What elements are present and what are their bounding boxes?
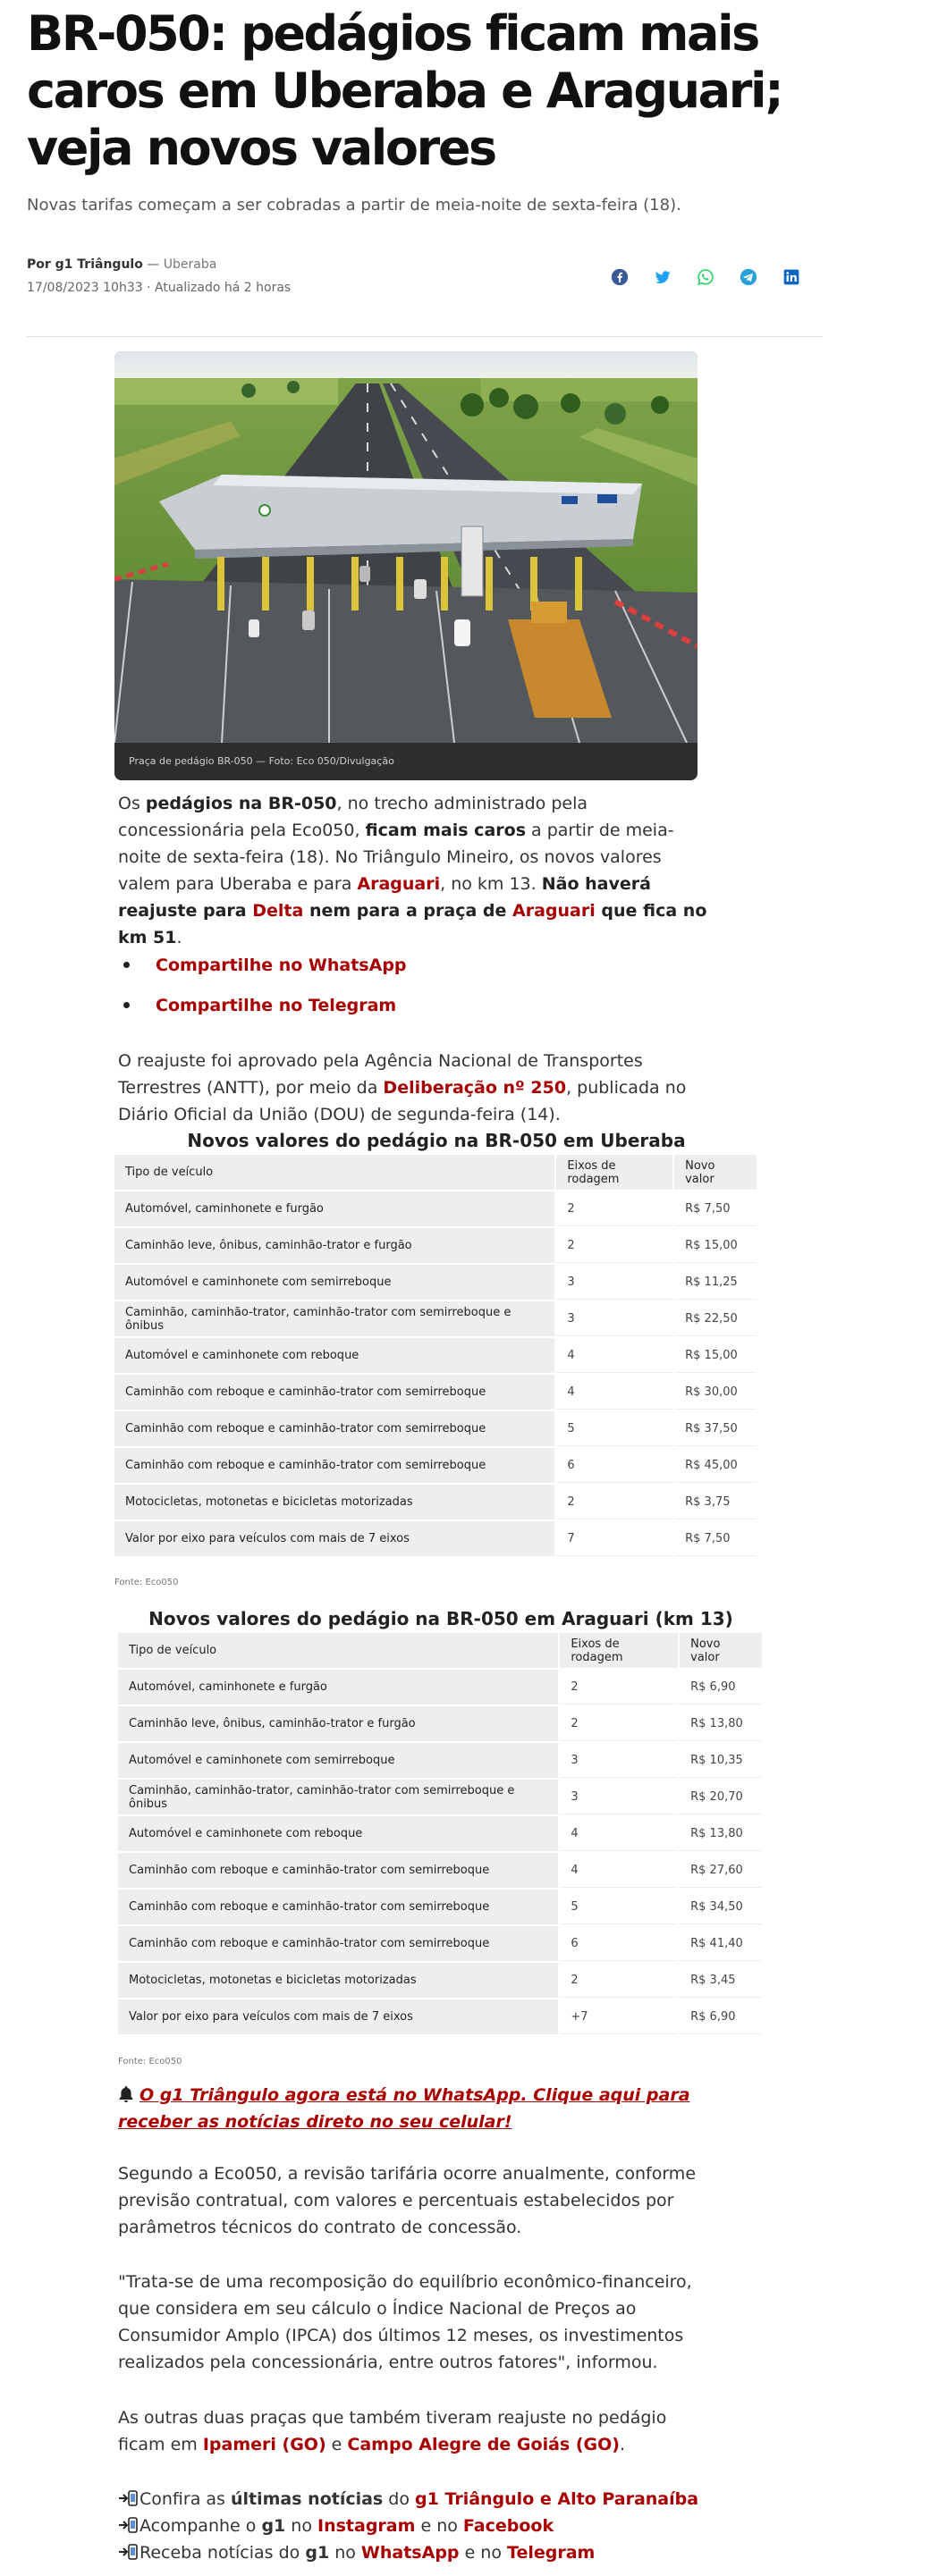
axles-cell: 3 (560, 1780, 678, 1814)
vehicle-type-cell: Caminhão leve, ônibus, caminhão-trator e furgão (114, 1228, 554, 1263)
dateline: 17/08/2023 10h33 · Atualizado há 2 horas (27, 281, 292, 295)
vehicle-type-cell: Automóvel e caminhonete com semirreboque (114, 1265, 554, 1300)
link-facebook[interactable]: Facebook (462, 2516, 554, 2536)
table-araguari-source: Fonte: Eco050 (118, 2057, 182, 2067)
price-cell: R$ 27,60 (680, 1853, 762, 1888)
table-header-cell: Tipo de veículo (118, 1633, 558, 1668)
arrow-phone-icon (118, 2544, 138, 2560)
whatsapp-icon (697, 268, 714, 286)
table-row (118, 1926, 762, 1961)
vehicle-type-cell: Caminhão com reboque e caminhão-trator com semirreboque (118, 1890, 558, 1924)
vehicle-type-cell: Motocicletas, motonetas e bicicletas motorizadas (118, 1963, 558, 1998)
axles-cell: 2 (556, 1228, 672, 1263)
link-whatsapp[interactable]: WhatsApp (360, 2543, 460, 2563)
table-uberaba (113, 1153, 758, 1558)
table-header-cell: Eixos de rodagem (556, 1155, 672, 1190)
price-cell: R$ 15,00 (674, 1228, 757, 1263)
table-row (114, 1375, 757, 1410)
price-cell: R$ 7,50 (674, 1521, 757, 1556)
vehicle-type-cell: Caminhão com reboque e caminhão-trator com semirreboque (114, 1411, 554, 1446)
table-araguari-body (118, 1633, 762, 2034)
price-cell: R$ 6,90 (680, 1670, 762, 1705)
vehicle-type-cell: Caminhão com reboque e caminhão-trator com semirreboque (114, 1375, 554, 1410)
table-header-cell: Novo valor (674, 1155, 757, 1190)
vehicle-type-cell: Caminhão com reboque e caminhão-trator com semirreboque (114, 1448, 554, 1483)
axles-cell: 3 (560, 1743, 678, 1778)
byline-place: Uberaba (163, 257, 217, 272)
axles-cell: 2 (560, 1963, 678, 1998)
price-cell: R$ 13,80 (680, 1816, 762, 1851)
table-row (118, 1780, 762, 1814)
axles-cell: 2 (556, 1485, 672, 1520)
axles-cell: 6 (556, 1448, 672, 1483)
link-deliberacao-250[interactable]: Deliberação nº 250 (383, 1078, 567, 1098)
price-cell: R$ 6,90 (680, 1999, 762, 2034)
linkedin-icon (782, 268, 800, 286)
share-whatsapp-link[interactable]: Compartilhe no WhatsApp (156, 955, 407, 975)
bell-icon (118, 2085, 134, 2103)
vehicle-type-cell: Automóvel e caminhonete com reboque (114, 1338, 554, 1373)
link-ipameri[interactable]: Ipameri (GO) (202, 2435, 326, 2454)
table-row (114, 1485, 757, 1520)
table-header-cell: Novo valor (680, 1633, 762, 1668)
table-row (118, 1999, 762, 2034)
paragraph-intro: Os pedágios na BR-050, no trecho administrado pela concessionária pela Eco050, ficam mais caros a partir de meia-noite de sexta-feira (18). No Triângulo Mineiro, os novos valores valem para Uberaba e para Araguari, no km 13. Não haverá reajuste para Delta nem para a praça de Araguari que fica no km 51. (118, 794, 707, 947)
axles-cell: 4 (560, 1816, 678, 1851)
vehicle-type-cell: Caminhão leve, ônibus, caminhão-trator e furgão (118, 1706, 558, 1741)
axles-cell: 3 (556, 1265, 672, 1300)
toll-plaza-image (114, 351, 698, 743)
toll-plaza-photo[interactable] (114, 351, 698, 780)
arrow-phone-icon (118, 2517, 138, 2533)
share-whatsapp-button[interactable] (695, 266, 716, 288)
paragraph-revisao: Segundo a Eco050, a revisão tarifária ocorre anualmente, conforme previsão contratual, com valores e percentuais estabelecidos por parâmetros técnicos do contrato de concessão. (118, 2164, 697, 2237)
table-row (114, 1411, 757, 1446)
vehicle-type-cell: Automóvel e caminhonete com semirreboque (118, 1743, 558, 1778)
table-row (118, 1890, 762, 1924)
price-cell: R$ 45,00 (674, 1448, 757, 1483)
axles-cell: +7 (560, 1999, 678, 2034)
more-messaging: Receba notícias do g1 no WhatsApp e no Telegram (118, 2539, 595, 2566)
table-araguari-title: Novos valores do pedágio na BR-050 em Araguari (km 13) (148, 1608, 733, 1629)
link-telegram[interactable]: Telegram (507, 2543, 596, 2563)
vehicle-type-cell: Caminhão, caminhão-trator, caminhão-trator com semirreboque e ônibus (118, 1780, 558, 1814)
table-row (114, 1228, 757, 1263)
axles-cell: 6 (560, 1926, 678, 1961)
table-row (118, 1706, 762, 1741)
table-uberaba-source: Fonte: Eco050 (114, 1578, 179, 1587)
byline-author[interactable]: Por g1 Triângulo (27, 257, 143, 272)
table-header-row (114, 1155, 757, 1190)
price-cell: R$ 3,75 (674, 1485, 757, 1520)
table-uberaba-title: Novos valores do pedágio na BR-050 em Uberaba (187, 1130, 686, 1151)
axles-cell: 4 (556, 1338, 672, 1373)
header-divider (27, 336, 823, 337)
price-cell: R$ 13,80 (680, 1706, 762, 1741)
vehicle-type-cell: Automóvel, caminhonete e furgão (114, 1191, 554, 1226)
table-header-row (118, 1633, 762, 1668)
price-cell: R$ 11,25 (674, 1265, 757, 1300)
vehicle-type-cell: Automóvel, caminhonete e furgão (118, 1670, 558, 1705)
twitter-icon (654, 268, 672, 286)
vehicle-type-cell: Valor por eixo para veículos com mais de 7 eixos (114, 1521, 554, 1556)
axles-cell: 4 (556, 1375, 672, 1410)
link-campo-alegre[interactable]: Campo Alegre de Goiás (GO) (347, 2435, 620, 2454)
table-uberaba-body (114, 1155, 757, 1556)
more-social: Acompanhe o g1 no Instagram e no Facebook (118, 2513, 554, 2539)
photo-caption: Praça de pedágio BR-050 — Foto: Eco 050/Divulgação (114, 743, 698, 780)
price-cell: R$ 20,70 (680, 1780, 762, 1814)
axles-cell: 5 (560, 1890, 678, 1924)
link-araguari[interactable]: Araguari (357, 874, 441, 894)
price-cell: R$ 37,50 (674, 1411, 757, 1446)
table-row (118, 1853, 762, 1888)
vehicle-type-cell: Motocicletas, motonetas e bicicletas motorizadas (114, 1485, 554, 1520)
table-row (114, 1338, 757, 1373)
paragraph-quote: "Trata-se de uma recomposição do equilíbrio econômico-financeiro, que considera em seu cálculo o Índice Nacional de Preços ao Consumidor Amplo (IPCA) dos últimos 12 meses, os investimentos realizados pela concessionária, entre outros fatores", informou. (118, 2272, 692, 2372)
table-row (118, 1816, 762, 1851)
more-latest-news: Confira as últimas notícias do g1 Triângulo e Alto Paranaíba (118, 2486, 698, 2513)
bullet-dot (123, 1002, 130, 1008)
vehicle-type-cell: Automóvel e caminhonete com reboque (118, 1816, 558, 1851)
price-cell: R$ 34,50 (680, 1890, 762, 1924)
table-row (114, 1265, 757, 1300)
price-cell: R$ 30,00 (674, 1375, 757, 1410)
link-araguari-km51[interactable]: Araguari (512, 901, 596, 921)
table-row (118, 1963, 762, 1998)
axles-cell: 2 (560, 1670, 678, 1705)
table-header-cell: Eixos de rodagem (560, 1633, 678, 1668)
paragraph-outras-pracas: As outras duas praças que também tiveram reajuste no pedágio ficam em Ipameri (GO) e Campo Alegre de Goiás (GO). (118, 2408, 667, 2454)
price-cell: R$ 10,35 (680, 1743, 762, 1778)
axles-cell: 2 (556, 1191, 672, 1226)
table-row (114, 1448, 757, 1483)
facebook-icon (611, 268, 629, 286)
table-row (114, 1521, 757, 1556)
axles-cell: 4 (560, 1853, 678, 1888)
price-cell: R$ 15,00 (674, 1338, 757, 1373)
telegram-icon (740, 268, 757, 286)
table-row (114, 1191, 757, 1226)
share-facebook-button[interactable] (609, 266, 630, 288)
axles-cell: 3 (556, 1301, 672, 1336)
whatsapp-promo-link[interactable]: O g1 Triângulo agora está no WhatsApp. Clique aqui para receber as notícias direto no seu celular! (118, 2085, 690, 2132)
table-row (118, 1670, 762, 1705)
link-instagram[interactable]: Instagram (317, 2516, 416, 2536)
byline (27, 256, 216, 274)
price-cell: R$ 7,50 (674, 1191, 757, 1226)
share-twitter-button[interactable] (652, 266, 673, 288)
subtitle: Novas tarifas começam a ser cobradas a partir de meia-noite de sexta-feira (18). (27, 196, 681, 215)
headline: BR-050: pedágios ficam mais caros em Uberaba e Araguari; veja novos valores (27, 5, 782, 176)
link-g1-triangulo[interactable]: g1 Triângulo e Alto Paranaíba (415, 2489, 699, 2509)
table-row (114, 1301, 757, 1336)
share-telegram-button[interactable] (738, 266, 759, 288)
price-cell: R$ 41,40 (680, 1926, 762, 1961)
vehicle-type-cell: Caminhão com reboque e caminhão-trator com semirreboque (118, 1853, 558, 1888)
bullet-dot (123, 962, 130, 968)
vehicle-type-cell: Valor por eixo para veículos com mais de 7 eixos (118, 1999, 558, 2034)
paragraph-antt: O reajuste foi aprovado pela Agência Nacional de Transportes Terrestres (ANTT), por meio da Deliberação nº 250, publicada no Diário Oficial da União (DOU) de segunda-feira (14). (118, 1051, 687, 1124)
price-cell: R$ 22,50 (674, 1301, 757, 1336)
table-header-cell: Tipo de veículo (114, 1155, 554, 1190)
arrow-phone-icon (118, 2490, 138, 2506)
vehicle-type-cell: Caminhão, caminhão-trator, caminhão-trator com semirreboque e ônibus (114, 1301, 554, 1336)
price-cell: R$ 3,45 (680, 1963, 762, 1998)
table-araguari (116, 1631, 764, 2036)
share-telegram-link[interactable]: Compartilhe no Telegram (156, 996, 397, 1015)
byline-separator: — (142, 257, 164, 272)
axles-cell: 5 (556, 1411, 672, 1446)
vehicle-type-cell: Caminhão com reboque e caminhão-trator com semirreboque (118, 1926, 558, 1961)
axles-cell: 7 (556, 1521, 672, 1556)
axles-cell: 2 (560, 1706, 678, 1741)
share-linkedin-button[interactable] (781, 266, 802, 288)
link-delta[interactable]: Delta (252, 901, 304, 921)
table-row (118, 1743, 762, 1778)
